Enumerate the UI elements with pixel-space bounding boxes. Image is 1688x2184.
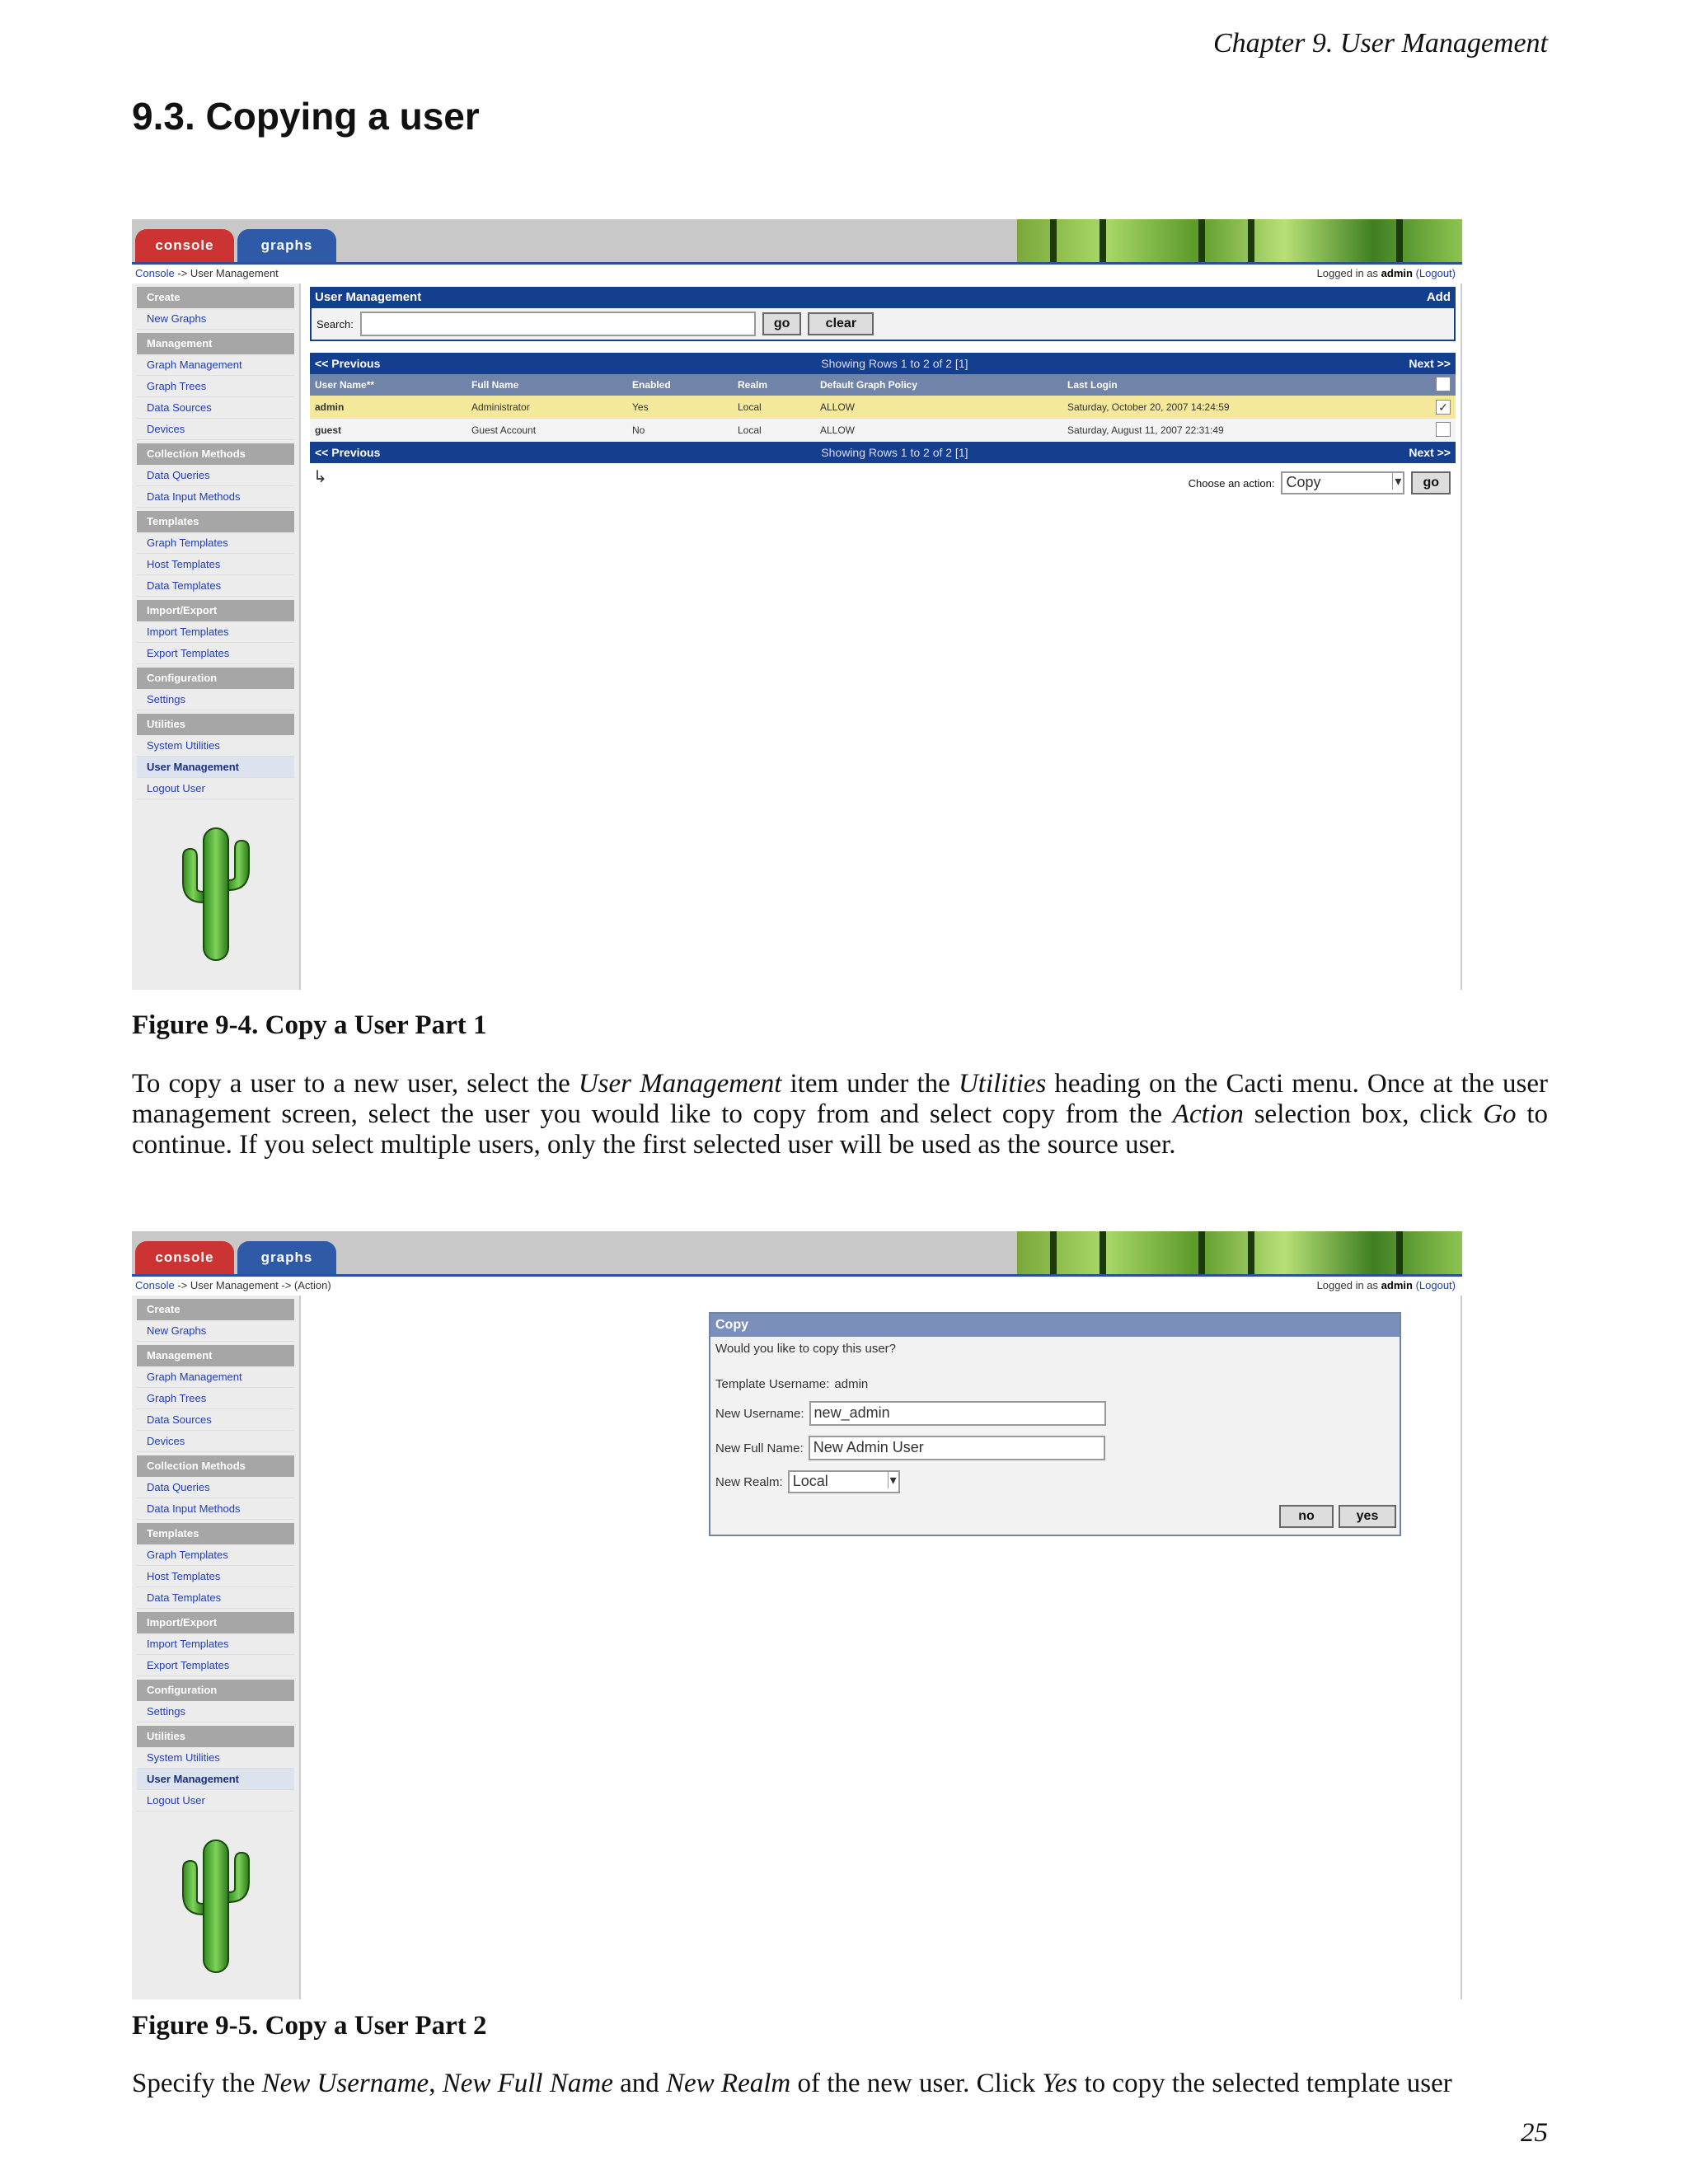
cactus-banner xyxy=(1017,1231,1462,1274)
sidebar-heading: Create xyxy=(137,1299,294,1320)
sidebar-item-import-templates[interactable]: Import Templates xyxy=(137,1633,294,1655)
top-bar xyxy=(132,219,1462,262)
sidebar-item-logout-user[interactable]: Logout User xyxy=(137,778,294,799)
showing-rows: Showing Rows 1 to 2 of 2 [1] xyxy=(821,446,968,459)
figure-caption-1: Figure 9-4. Copy a User Part 1 xyxy=(132,1010,487,1040)
next-link[interactable]: Next >> xyxy=(1409,446,1451,459)
sidebar-heading: Collection Methods xyxy=(137,1455,294,1477)
sidebar-item-graph-management[interactable]: Graph Management xyxy=(137,354,294,376)
sidebar-item-import-templates[interactable]: Import Templates xyxy=(137,621,294,643)
sidebar-heading: Utilities xyxy=(137,1726,294,1747)
breadcrumb-console-link[interactable]: Console xyxy=(135,267,175,279)
sidebar-item-logout-user[interactable]: Logout User xyxy=(137,1790,294,1811)
search-bar: Search: go clear xyxy=(310,308,1456,341)
top-bar xyxy=(132,1231,1462,1274)
sidebar-item-user-management[interactable]: User Management xyxy=(137,757,294,778)
tab-graphs[interactable]: graphs xyxy=(237,1241,336,1274)
tab-console[interactable]: console xyxy=(135,1241,234,1274)
figure-caption-2: Figure 9-5. Copy a User Part 2 xyxy=(132,2011,487,2041)
sidebar-item-graph-templates[interactable]: Graph Templates xyxy=(137,1544,294,1566)
action-select[interactable]: Copy ▾ xyxy=(1281,471,1404,494)
yes-button[interactable]: yes xyxy=(1339,1505,1396,1528)
logged-in-status: Logged in as admin (Logout) xyxy=(1316,267,1456,279)
action-go-button[interactable]: go xyxy=(1411,471,1451,494)
previous-link[interactable]: << Previous xyxy=(315,357,381,370)
no-button[interactable]: no xyxy=(1279,1505,1334,1528)
sidebar-item-graph-management[interactable]: Graph Management xyxy=(137,1366,294,1388)
sidebar-item-data-input-methods[interactable]: Data Input Methods xyxy=(137,1498,294,1520)
sidebar-item-data-queries[interactable]: Data Queries xyxy=(137,1477,294,1498)
copy-question: Would you like to copy this user? xyxy=(715,1342,897,1356)
search-input[interactable] xyxy=(360,312,756,336)
user-link[interactable]: admin xyxy=(310,396,467,419)
template-username: Template Username: admin xyxy=(715,1377,869,1391)
copy-dialog xyxy=(709,1312,1401,1536)
sidebar-item-export-templates[interactable]: Export Templates xyxy=(137,1655,294,1676)
tab-graphs[interactable]: graphs xyxy=(237,229,336,262)
col-realm[interactable]: Realm xyxy=(733,374,815,396)
breadcrumb: Console -> User Management xyxy=(135,267,279,279)
sidebar-heading: Management xyxy=(137,1345,294,1366)
sidebar-heading: Collection Methods xyxy=(137,443,294,465)
logout-link[interactable]: (Logout) xyxy=(1415,1279,1456,1291)
sidebar-item-data-sources[interactable]: Data Sources xyxy=(137,397,294,419)
sidebar-item-new-graphs[interactable]: New Graphs xyxy=(137,1320,294,1342)
sidebar-heading: Configuration xyxy=(137,668,294,689)
row-checkbox[interactable]: ✓ xyxy=(1436,400,1451,415)
search-go-button[interactable]: go xyxy=(762,312,802,335)
cactus-banner xyxy=(1017,219,1462,262)
breadcrumb-console-link[interactable]: Console xyxy=(135,1279,175,1291)
users-table xyxy=(310,374,1456,442)
sidebar-heading: Import/Export xyxy=(137,1612,294,1633)
sidebar-item-new-graphs[interactable]: New Graphs xyxy=(137,308,294,330)
sidebar-heading: Import/Export xyxy=(137,600,294,621)
cacti-logo-icon xyxy=(171,824,261,964)
pager-bottom xyxy=(310,442,1456,463)
paragraph-2: Specify the New Username, New Full Name and New Realm of the new user. Click Yes to copy the selected template user xyxy=(132,2069,1452,2098)
col-last-login[interactable]: Last Login xyxy=(1062,374,1431,396)
new-full-name-label: New Full Name: xyxy=(715,1441,804,1455)
sidebar-item-data-sources[interactable]: Data Sources xyxy=(137,1409,294,1431)
sidebar-item-data-input-methods[interactable]: Data Input Methods xyxy=(137,486,294,508)
sidebar-item-host-templates[interactable]: Host Templates xyxy=(137,1566,294,1587)
main-content xyxy=(305,1296,1462,1999)
new-full-name-input[interactable]: New Admin User xyxy=(809,1436,1105,1460)
copy-dialog-title: Copy xyxy=(710,1314,1400,1337)
sidebar-item-settings[interactable]: Settings xyxy=(137,689,294,710)
cacti-logo-icon xyxy=(171,1836,261,1976)
sidebar-item-settings[interactable]: Settings xyxy=(137,1701,294,1722)
new-realm-select[interactable]: Local ▾ xyxy=(788,1470,900,1493)
col-graph-policy[interactable]: Default Graph Policy xyxy=(815,374,1062,396)
sidebar-heading: Utilities xyxy=(137,714,294,735)
col-full-name[interactable]: Full Name xyxy=(467,374,627,396)
sidebar-item-devices[interactable]: Devices xyxy=(137,419,294,440)
table-row[interactable]: admin Administrator Yes Local ALLOW Saturday, October 20, 2007 14:24:59 ✓ xyxy=(310,396,1456,419)
sidebar-heading: Management xyxy=(137,333,294,354)
main-content xyxy=(305,284,1462,990)
tab-console[interactable]: console xyxy=(135,229,234,262)
logged-in-status: Logged in as admin (Logout) xyxy=(1316,1279,1456,1291)
breadcrumb: Console -> User Management -> (Action) xyxy=(135,1279,331,1291)
col-enabled[interactable]: Enabled xyxy=(627,374,733,396)
sidebar-item-data-templates[interactable]: Data Templates xyxy=(137,575,294,597)
sidebar-heading: Templates xyxy=(137,511,294,532)
running-head: Chapter 9. User Management xyxy=(1212,28,1548,59)
previous-link[interactable]: << Previous xyxy=(315,446,381,459)
sidebar-heading: Templates xyxy=(137,1523,294,1544)
select-all-checkbox[interactable] xyxy=(1436,377,1451,391)
sidebar-item-graph-trees[interactable]: Graph Trees xyxy=(137,376,294,397)
sidebar-menu xyxy=(132,1296,301,1999)
sidebar-item-user-management[interactable]: User Management xyxy=(137,1769,294,1790)
sidebar-item-system-utilities[interactable]: System Utilities xyxy=(137,735,294,757)
sidebar-item-system-utilities[interactable]: System Utilities xyxy=(137,1747,294,1769)
next-link[interactable]: Next >> xyxy=(1409,357,1451,370)
showing-rows: Showing Rows 1 to 2 of 2 [1] xyxy=(821,357,968,370)
screenshot-user-management xyxy=(132,219,1462,990)
paragraph-1: To copy a user to a new user, select the User Management item under the Utilities heading on the Cacti menu. Once at the user management screen, select the user you would like to copy from and select copy from the Action selection box, click Go to continue. If you select multiple users, only the first selected user will be used as the source user. xyxy=(132,1069,1549,1160)
clear-button[interactable]: clear xyxy=(808,312,874,335)
sidebar-menu xyxy=(132,284,301,990)
page-number: 25 xyxy=(1521,2118,1548,2148)
new-username-input[interactable]: new_admin xyxy=(809,1401,1106,1426)
pager-top xyxy=(310,353,1456,374)
new-realm-label: New Realm: xyxy=(715,1474,783,1489)
sidebar-item-export-templates[interactable]: Export Templates xyxy=(137,643,294,664)
action-bar: Choose an action: Copy ▾ go xyxy=(310,463,1456,503)
logout-link[interactable]: (Logout) xyxy=(1415,267,1456,279)
sidebar-item-data-queries[interactable]: Data Queries xyxy=(137,465,294,486)
sidebar-item-graph-trees[interactable]: Graph Trees xyxy=(137,1388,294,1409)
new-username-label: New Username: xyxy=(715,1406,804,1421)
screenshot-copy-user xyxy=(132,1231,1462,1999)
user-link[interactable]: guest xyxy=(310,419,467,442)
sidebar-item-graph-templates[interactable]: Graph Templates xyxy=(137,532,294,554)
add-user-link[interactable]: Add xyxy=(1426,290,1451,304)
sidebar-item-devices[interactable]: Devices xyxy=(137,1431,294,1452)
user-management-header: User Management Add xyxy=(310,287,1456,308)
arrow-return-icon: ↳ xyxy=(313,468,327,486)
table-row[interactable]: guest Guest Account No Local ALLOW Saturday, August 11, 2007 22:31:49 xyxy=(310,419,1456,442)
col-user-name[interactable]: User Name** xyxy=(310,374,467,396)
sidebar-item-data-templates[interactable]: Data Templates xyxy=(137,1587,294,1609)
section-title: 9.3. Copying a user xyxy=(132,95,480,138)
row-checkbox[interactable] xyxy=(1436,422,1451,437)
sidebar-item-host-templates[interactable]: Host Templates xyxy=(137,554,294,575)
sidebar-heading: Create xyxy=(137,287,294,308)
sidebar-heading: Configuration xyxy=(137,1680,294,1701)
